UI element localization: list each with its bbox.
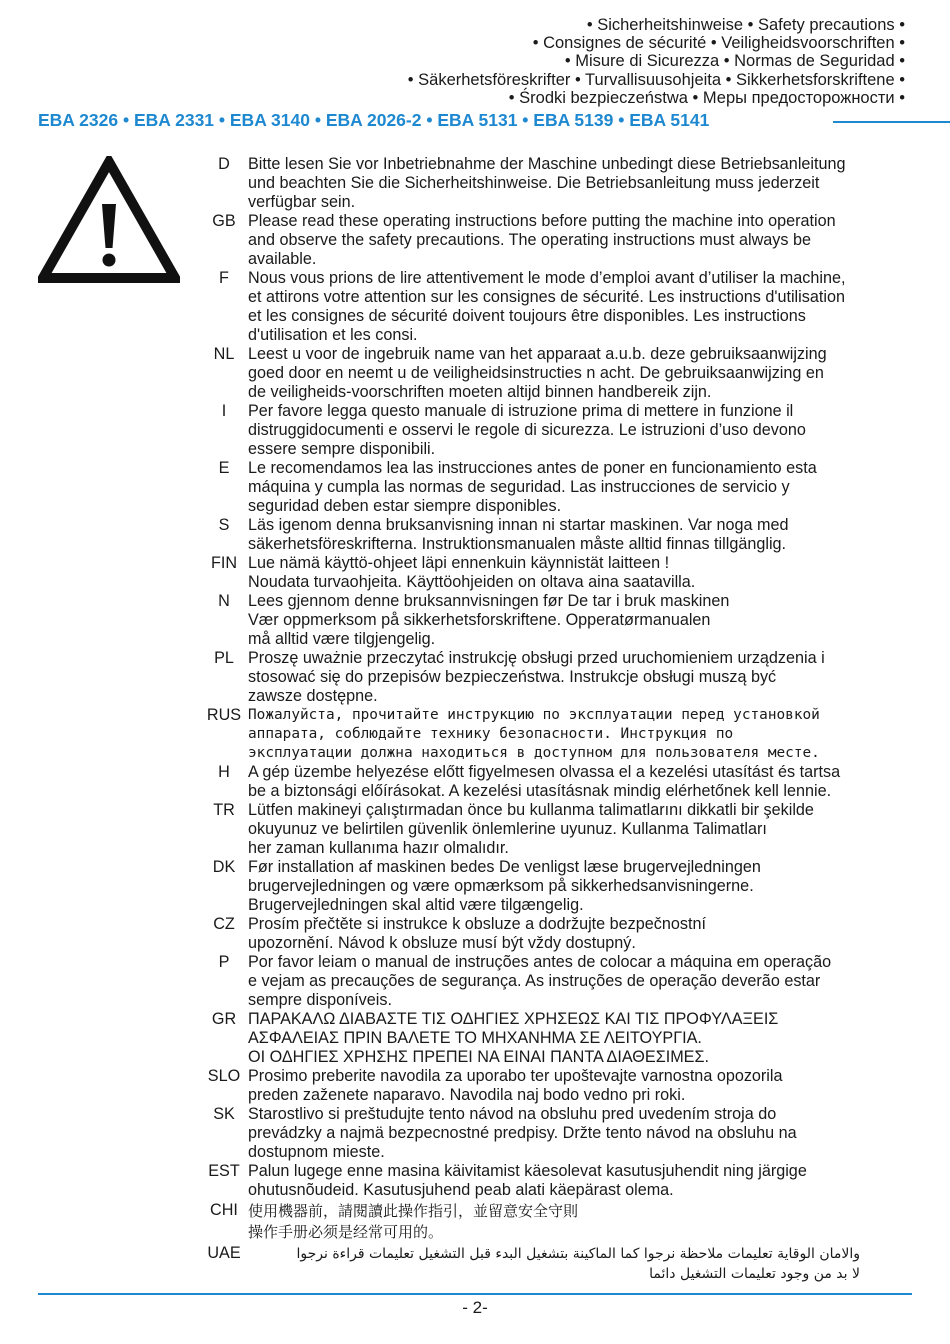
entry-text: Før installation af maskinen bedes De venligst læse brugervejledningen brugervejledningen og være opmærksom på sikkerhedsanvisningerne. Brugervejledningen skal altid være tilgængelig. [248, 858, 761, 914]
title-line: • Säkerhetsföreskrifter • Turvallisuusohjeita • Sikkerhetsforskriftene • [407, 70, 905, 89]
language-code: P [218, 953, 230, 971]
entry-text: Leest u voor de ingebruik name van het apparaat a.u.b. deze gebruiksaanwijzing goed door en neemt u de veiligheidsinstructies n acht. De gebruiksaanwijzing en de veiligheids-voorschriften moeten altijd binnen handbereik zijn. [248, 345, 827, 401]
entry-est [200, 1162, 930, 1200]
language-code: H [218, 763, 230, 781]
safety-title-block [408, 16, 905, 107]
entry-se [200, 516, 930, 554]
entry-sk [200, 1105, 930, 1162]
entry-tr [200, 801, 930, 858]
language-code: SLO [207, 1067, 241, 1085]
entry-it [200, 402, 930, 459]
entry-no [200, 592, 930, 649]
entry-text: Läs igenom denna bruksanvisning innan ni startar maskinen. Var noga med säkerhetsföreskrifterna. Instruktionsmanualen måste alltid finnas tillgänglig. [248, 516, 789, 553]
language-code: CZ [213, 915, 235, 933]
header-divider [833, 121, 950, 123]
entry-text: Prosimo preberite navodila za uporabo ter upoštevajte varnostna opozorila preden zaženete naparavo. Navodila naj bodo vedno pri roki. [248, 1067, 783, 1104]
title-line: • Consignes de sécurité • Veiligheidsvoorschriften • [532, 34, 905, 53]
entry-uae [200, 1244, 930, 1284]
entry-text: Пожалуйста, прочитайте инструкцию по эксплуатации перед установкой аппарата, соблюдайте технику безопасности. Инструкция по эксплуатации должна находиться в доступном для пользователя месте. [248, 707, 820, 761]
entry-cz [200, 915, 930, 953]
language-code: D [218, 155, 230, 173]
language-code: F [219, 269, 229, 287]
entry-hu [200, 763, 930, 801]
language-code: I [221, 402, 227, 420]
entry-text: A gép üzembe helyezése előtt figyelmesen olvassa el a kezelési utasítást és tartsa be a biztonsági előírásokat. A kezelési utasításnak mindig elérhetőnek kell lennie. [248, 763, 841, 800]
entry-nl [200, 345, 930, 402]
title-line: • Środki bezpieczeństwa • Меры предосторожности • [508, 88, 905, 107]
entry-de [200, 155, 930, 212]
language-code: TR [213, 801, 235, 819]
entry-chi [200, 1201, 930, 1243]
entry-fin [200, 554, 930, 592]
title-line: • Misure di Sicurezza • Normas de Seguridad • [564, 52, 905, 71]
language-code: FIN [210, 554, 238, 572]
entry-text: Proszę uważnie przeczytać instrukcję obsługi przed uruchomieniem urządzenia i stosować się do przepisów bezpieczeństwa. Instrukcje obsługi muszą być zawsze dostępne. [248, 649, 825, 705]
entry-gr [200, 1010, 930, 1067]
entry-text: Starostlivo si preštudujte tento návod na obsluhu pred uvedením stroja do prevádzky a najmä bezpecnostné predpisy. Držte tento návod na obsluhu na dostupnom mieste. [248, 1105, 797, 1161]
language-code: SK [213, 1105, 235, 1123]
language-code: UAE [207, 1244, 241, 1262]
model-list: EBA 2326 • EBA 2331 • EBA 3140 • EBA 2026-2 • EBA 5131 • EBA 5139 • EBA 5141 [38, 110, 710, 130]
language-code: S [218, 516, 230, 534]
language-code: DK [212, 858, 236, 876]
entry-pt [200, 953, 930, 1010]
entry-gb [200, 212, 930, 269]
entry-text: Per favore legga questo manuale di istruzione prima di mettere in funzione il distruggidocumenti e osservi le regole di sicurezza. Le istruzioni d’uso devono essere sempre disponibili. [248, 402, 806, 458]
safety-entries [200, 155, 930, 1284]
language-code: RUS [206, 706, 242, 724]
warning-triangle-icon [38, 156, 180, 284]
entry-text: ΠΑΡΑΚΑΛΩ ΔΙΑΒΑΣΤΕ ΤΙΣ ΟΔΗΓΙΕΣ ΧΡΗΣΕΩΣ ΚΑΙ ΤΙΣ ΠΡΟΦΥΛΑΞΕΙΣ ΑΣΦΑΛΕΙΑΣ ΠΡΙΝ ΒΑΛΕΤΕ ΤΟ ΜΗΧΑΝΗΜΑ ΣΕ ΛΕΙΤΟΥΡΓΙΑ. ΟΙ ΟΔΗΓΙΕΣ ΧΡΗΣΗΣ ΠΡΕΠΕΙ ΝΑ ΕΙΝΑΙ ΠΑΝΤΑ ΔΙΑΘΕΣΙΜΕΣ. [248, 1010, 779, 1066]
language-code: GR [211, 1010, 237, 1028]
entry-text: Por favor leiam o manual de instruções antes de colocar a máquina em operação e vejam as precauções de segurança. As instruções de operação deverão estar sempre disponíveis. [248, 953, 832, 1009]
entry-text: Please read these operating instructions before putting the machine into operation and observe the safety precautions. The operating instructions must always be available. [248, 212, 836, 268]
language-code: NL [213, 345, 235, 363]
entry-text: Bitte lesen Sie vor Inbetriebnahme der Maschine unbedingt diese Betriebsanleitung und beachten Sie die Sicherheitshinweise. Die Betriebsanleitung muss jederzeit verfügbar sein. [248, 155, 846, 211]
entry-text: Lütfen makineyi çalıştırmadan önce bu kullanma talimatlarını dikkatli bir şekilde okuyunuz ve belirtilen güvenlik önlemlerine uyunuz. Kullanma Talimatları her zaman kullanıma hazır olmalıdır. [248, 801, 814, 857]
entry-text: Palun lugege enne masina käivitamist käesolevat kasutusjuhendit ning järgige ohutusnõudeid. Kasutusjuhend peab alati käepärast olema. [248, 1162, 807, 1199]
entry-text: Prosím přečtěte si instrukce k obsluze a dodržujte bezpečnostní upozornění. Návod k obsluze musí být vždy dostupný. [248, 915, 706, 952]
entry-es [200, 459, 930, 516]
language-code: PL [214, 649, 234, 667]
language-code: E [218, 459, 230, 477]
entry-text: Lees gjennom denne bruksannvisningen før De tar i bruk maskinen Vær oppmerksom på sikkerhetsforskriftene. Opperatørmanualen må alltid være tilgjengelig. [248, 592, 730, 648]
footer-divider [38, 1293, 912, 1295]
entry-dk [200, 858, 930, 915]
language-code: GB [212, 212, 236, 230]
entry-slo [200, 1067, 930, 1105]
entry-text: Nous vous prions de lire attentivement le mode d’emploi avant d’utiliser la machine, et attirons votre attention sur les consignes de sécurité. Les instructions d'utilisation et les consignes de sécurité doivent toujours être disponibles. Les instructions d'utilisation et les consi. [248, 269, 846, 344]
language-code: N [218, 592, 230, 610]
page-number: - 2- [462, 1298, 488, 1317]
entry-text: 使用機器前，請閱讀此操作指引，並留意安全守則 操作手册必须是经常可用的。 [248, 1202, 579, 1241]
entry-text: والامان الوقاية تعليمات ملاحظة نرجوا كما الماكينة بتشغيل البدء قبل التشغيل تعليمات قراءة نرجوا لا بد من وجود تعليمات التشغيل دائما [296, 1246, 860, 1282]
language-code: EST [208, 1162, 240, 1180]
entry-rus [200, 706, 930, 763]
language-code: CHI [210, 1201, 238, 1219]
entry-pl [200, 649, 930, 706]
entry-text: Le recomendamos lea las instrucciones antes de poner en funcionamiento esta máquina y cumpla las normas de seguridad. Las instrucciones de servicio y seguridad deben estar siempre disponibles. [248, 459, 817, 515]
entry-fr [200, 269, 930, 345]
entry-text: Lue nämä käyttö-ohjeet läpi ennenkuin käynnistät laitteen ! Noudata turvaohjeita. Käyttöohjeiden on oltava aina saatavilla. [248, 554, 696, 591]
title-line: • Sicherheitshinweise • Safety precautions • [586, 16, 905, 34]
